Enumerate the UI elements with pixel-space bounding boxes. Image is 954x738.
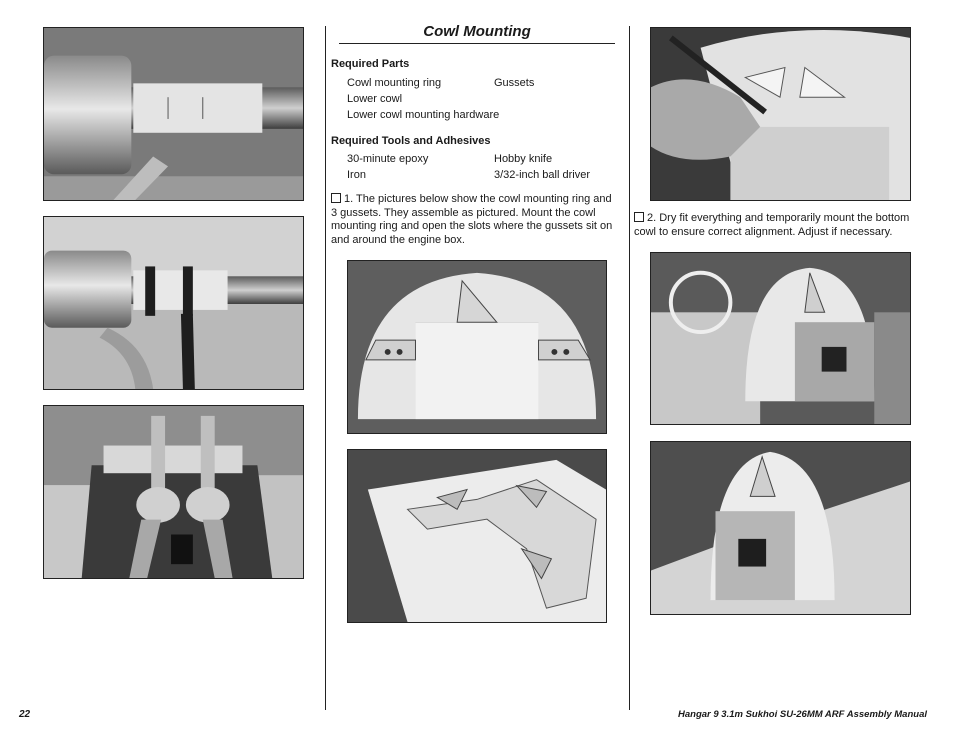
photo-cowl-ring-on-fuselage-front <box>650 441 911 615</box>
photo-muffler-clamped <box>43 216 304 390</box>
section-title: Cowl Mounting <box>339 23 615 44</box>
part-name: Cowl mounting ring <box>347 77 442 89</box>
tool-name: 3/32-inch ball driver <box>494 169 590 181</box>
step-1-text: 1. The pictures below show the cowl mounting ring and 3 gussets. They assemble as pictured. Mount the cowl mounting ring and open the slots where the gussets sit on and around the engine box. <box>331 193 613 246</box>
step-2 <box>634 212 919 239</box>
required-parts-heading: Required Parts <box>331 58 410 70</box>
photo-cowl-ring-on-fuselage-side <box>650 252 911 425</box>
tool-name: Hobby knife <box>494 153 553 165</box>
required-tools-heading: Required Tools and Adhesives <box>331 135 491 147</box>
part-name: Gussets <box>494 77 535 89</box>
photo-cutting-slots-hobby-knife <box>650 27 911 201</box>
checkbox-icon <box>331 193 341 203</box>
list-item <box>347 75 534 91</box>
tool-name: 30-minute epoxy <box>347 153 429 165</box>
required-tools-list <box>347 151 590 183</box>
checkbox-icon <box>634 212 644 222</box>
part-name: Lower cowl <box>347 93 403 105</box>
tool-name: Iron <box>347 169 366 181</box>
step-1 <box>331 193 615 247</box>
photo-cowl-ring-on-table <box>347 449 607 623</box>
step-2-text: 2. Dry fit everything and temporarily mount the bottom cowl to ensure correct alignment. Adjust if necessary. <box>634 212 910 238</box>
list-item <box>347 107 534 123</box>
required-parts-list <box>347 75 534 123</box>
photo-cowl-ring-with-gussets <box>347 260 607 434</box>
column-divider-left <box>325 26 326 710</box>
column-divider-right <box>629 26 630 710</box>
list-item <box>347 167 590 183</box>
manual-title: Hangar 9 3.1m Sukhoi SU-26MM ARF Assembly Manual <box>678 709 927 720</box>
photo-dual-exhaust-installed <box>43 405 304 579</box>
page-number: 22 <box>19 709 31 720</box>
photo-muffler-marked-tube <box>43 27 304 201</box>
list-item <box>347 151 590 167</box>
part-name: Lower cowl mounting hardware <box>347 109 500 121</box>
list-item <box>347 91 534 107</box>
